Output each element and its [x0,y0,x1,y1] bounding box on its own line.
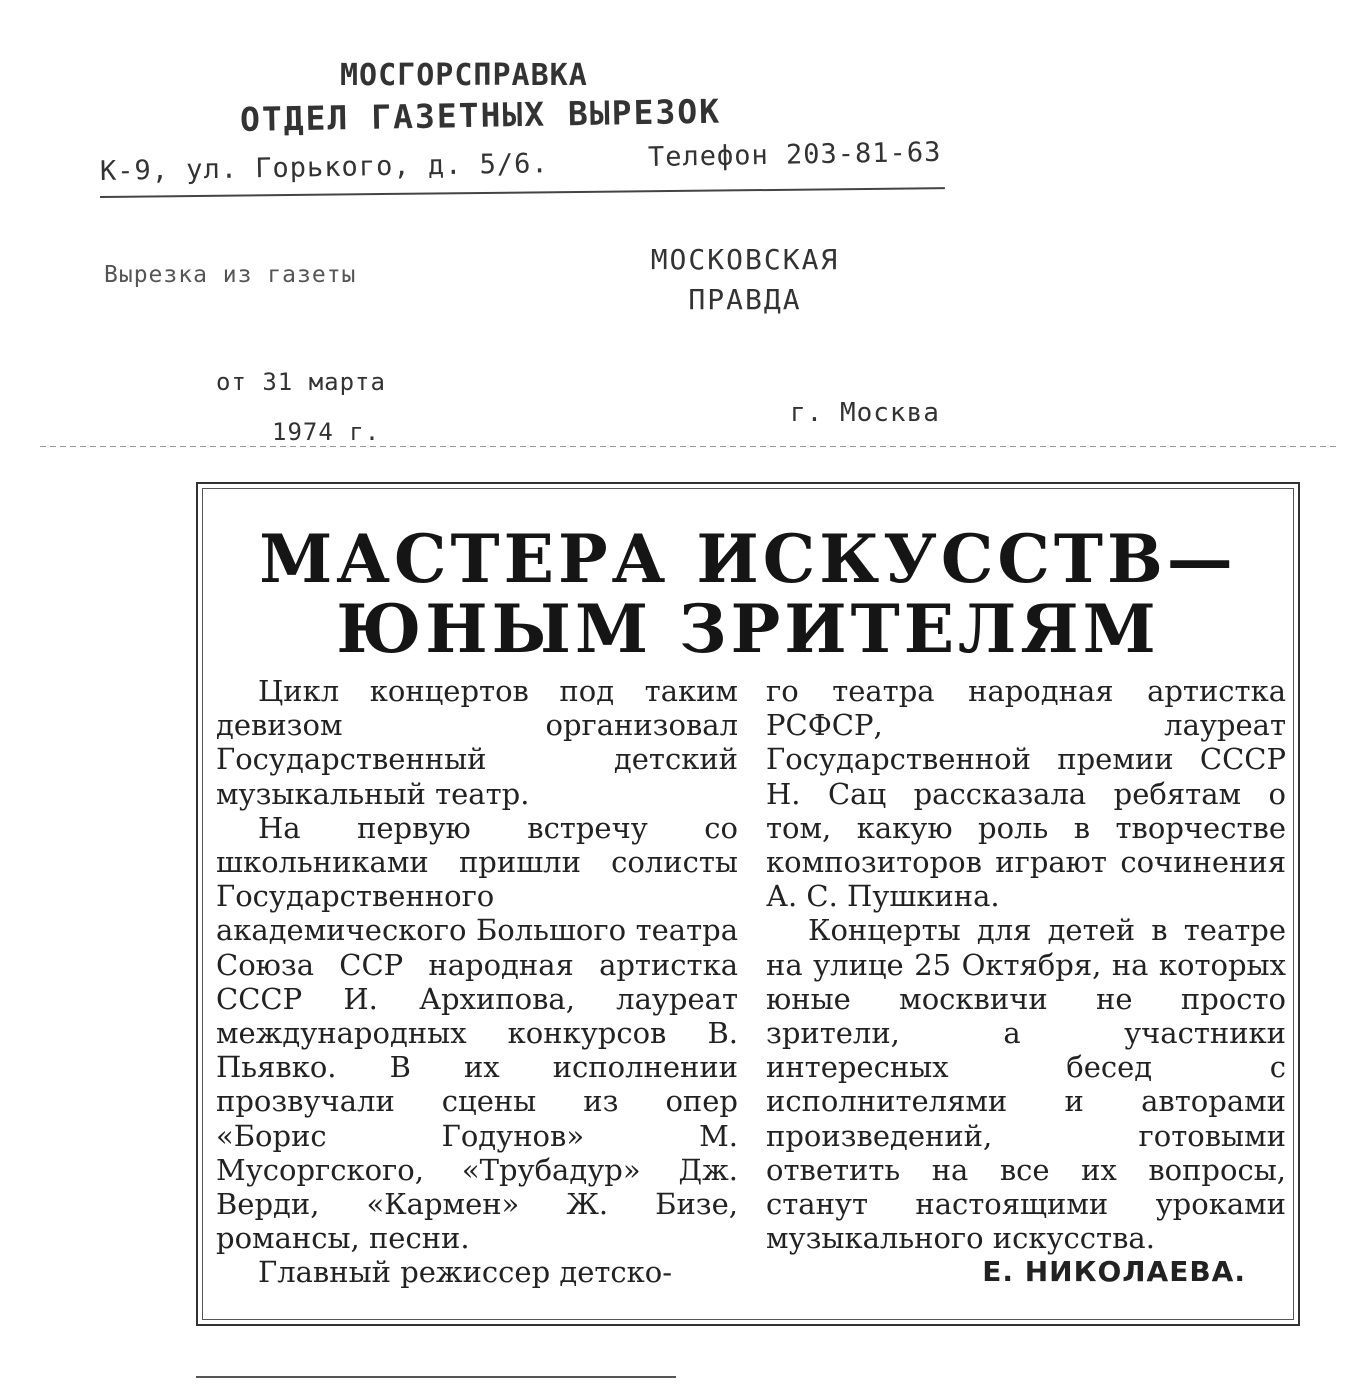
article-column-left [216,674,738,1290]
clipping-label: Вырезка из газеты [104,262,357,288]
article-paragraph: На первую встречу со школьниками пришли солисты Государственного академического Большого театра Союза ССР народная артистка СССР И. Архипова, лауреат международных конкурсов В. Пьявко. В их исполнении прозвучали сцены из опер «Борис Годунов» М. Мусоргского, «Трубадур» Дж. Верди, «Кармен» Ж. Бизе, романсы, песни. [216,810,738,1256]
cut-line [40,446,1340,447]
headline-line: ЮНЫМ ЗРИТЕЛЯМ [336,590,1160,668]
agency-address: К-9, ул. Горького, д. 5/6. [99,148,549,187]
department-name: ОТДЕЛ ГАЗЕТНЫХ ВЫРЕЗОК [239,91,722,139]
article-headline [198,520,1298,668]
article-author: Е. НИКОЛАЕВА. [982,1255,1246,1289]
clipping-year: 1974 г. [272,418,381,446]
headline-line: МАСТЕРА ИСКУССТВ— [259,520,1237,598]
newspaper-name-line: МОСКОВСКАЯ [650,243,840,276]
clipping-date: от 31 марта [216,368,386,396]
article-paragraph: Главный режиссер детско- [258,1255,673,1290]
agency-phone: Телефон 203-81-63 [647,136,942,173]
newspaper-name [610,240,880,320]
newspaper-name-line: ПРАВДА [688,283,802,316]
bottom-rule [196,1376,676,1378]
stamp-underline [100,187,945,198]
article-paragraph: го театра народная артистка РСФСР, лауреат Государственной премии СССР Н. Сац рассказала ребятам о том, какую роль в творчестве композиторов играют сочинения А. С. Пушкина. [766,674,1286,914]
clipping-city: г. Москва [790,398,940,428]
article-paragraph: Цикл концертов под таким девизом организовал Государственный детский музыкальный театр. [216,674,738,811]
agency-name: МОСГОРСПРАВКА [340,58,588,93]
article-paragraph: Концерты для детей в театре на улице 25 Октября, на которых юные москвичи не просто зрители, а участники интересных бесед с исполнителями и авторами произведений, готовыми ответить на все их вопросы, станут настоящими уроками музыкального искусства. [766,913,1286,1256]
article-column-right [766,674,1286,1290]
article-clipping [196,482,1300,1326]
